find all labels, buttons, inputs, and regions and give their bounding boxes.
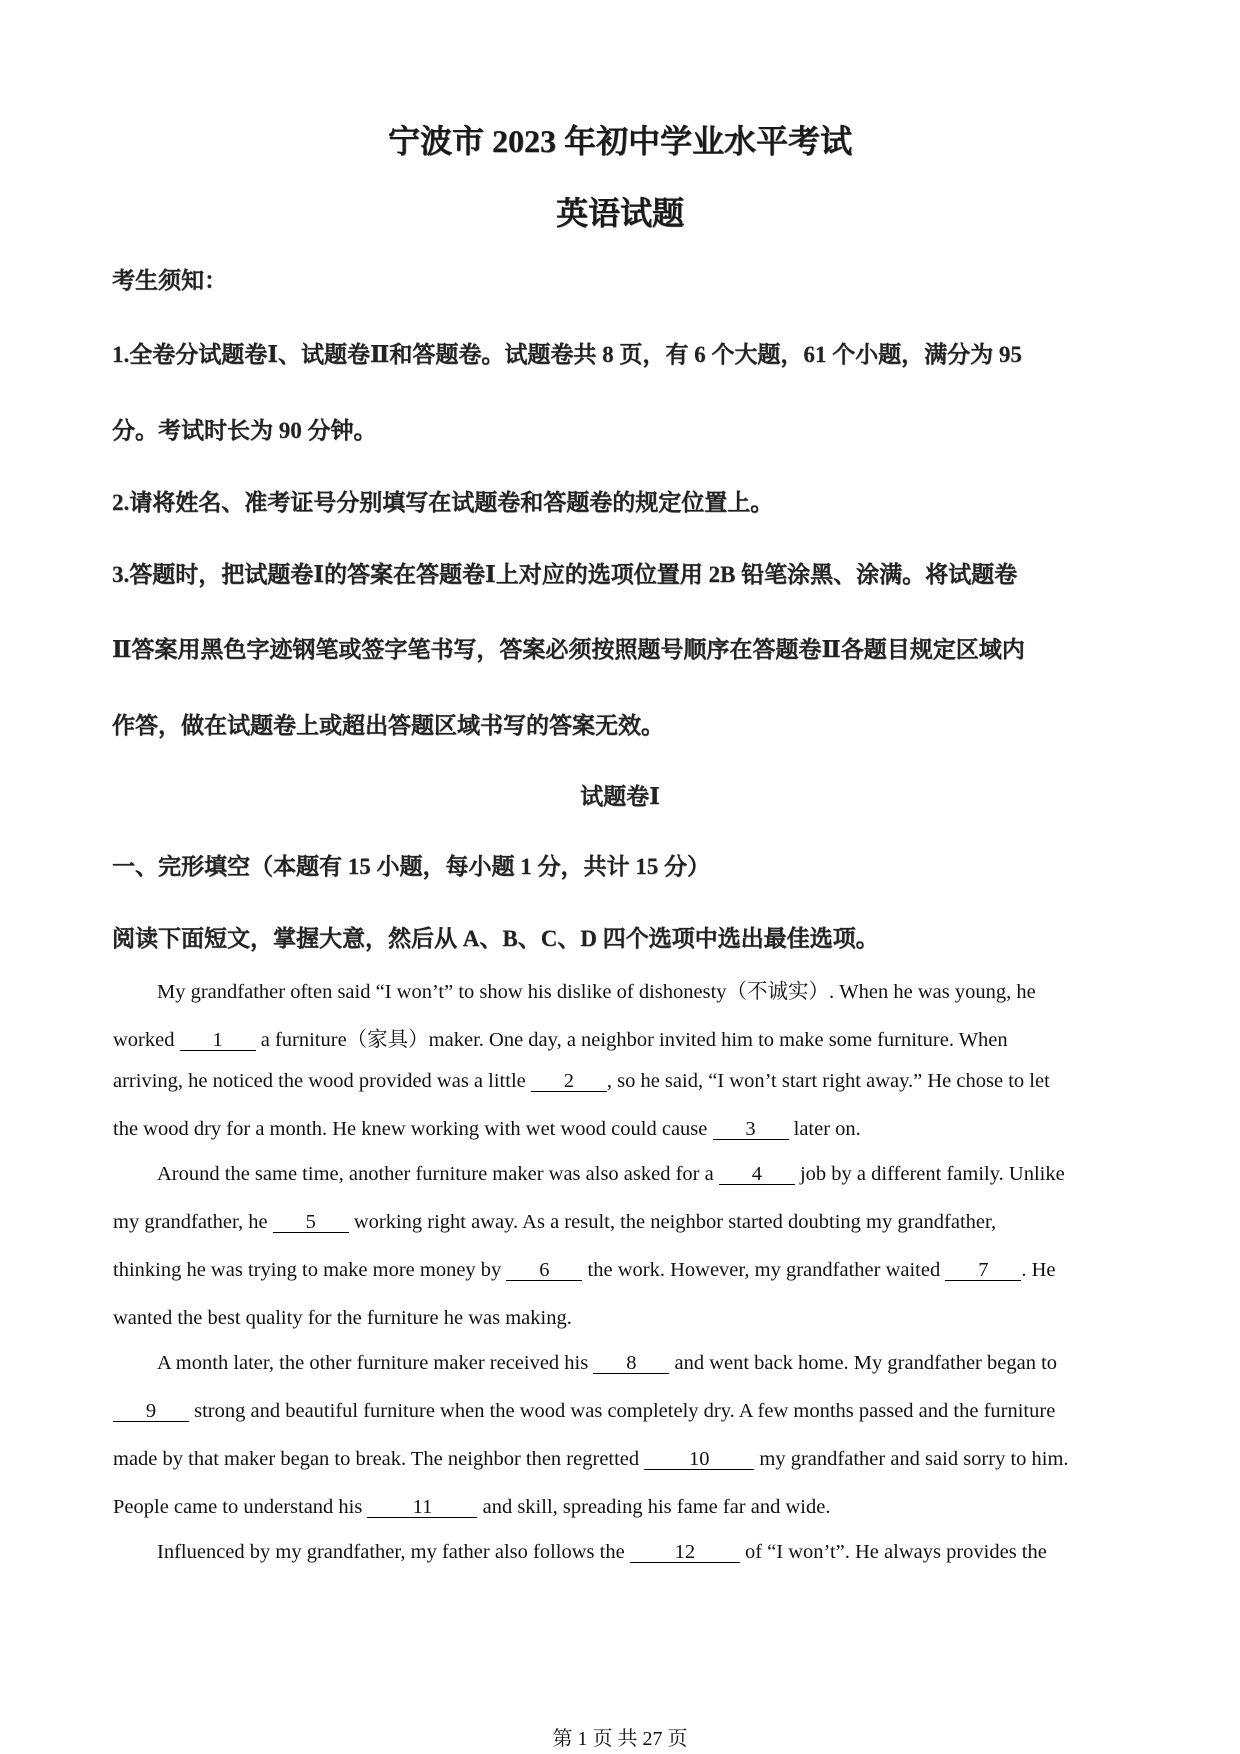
blank-11[interactable]: 11	[367, 1497, 477, 1518]
passage-line	[113, 1448, 1069, 1471]
passage-text: Influenced by my grandfather, my father also follows the	[157, 1541, 630, 1563]
passage-text: later on.	[788, 1118, 861, 1140]
passage-text: worked	[113, 1029, 180, 1051]
notice-item-1-line-2: 分。考试时长为 90 分钟。	[112, 418, 377, 443]
exam-subtitle: 英语试题	[555, 195, 684, 231]
passage-line	[113, 1211, 996, 1234]
passage-line	[157, 1163, 1065, 1186]
exam-title: 宁波市 2023 年初中学业水平考试	[387, 123, 852, 159]
passage-line	[113, 1118, 861, 1141]
blank-7[interactable]: 7	[945, 1260, 1021, 1281]
passage-text: arriving, he noticed the wood provided was a little	[113, 1070, 531, 1092]
passage-text: my grandfather, he	[113, 1211, 273, 1233]
part-instruction: 阅读下面短文，掌握大意，然后从 A、B、C、D 四个选项中选出最佳选项。	[112, 926, 879, 951]
blank-9[interactable]: 9	[113, 1401, 189, 1422]
passage-text: and skill, spreading his fame far and wide.	[477, 1496, 831, 1518]
page-number: 第 1 页 共 27 页	[552, 1728, 688, 1750]
passage-line	[113, 1496, 830, 1519]
passage-text: job by a different family. Unlike	[794, 1163, 1065, 1185]
blank-4[interactable]: 4	[719, 1164, 795, 1185]
passage-line	[157, 1541, 1047, 1564]
passage-text: the wood dry for a month. He knew working with wet wood could cause	[113, 1118, 713, 1140]
blank-1[interactable]: 1	[180, 1030, 256, 1051]
passage-text: My grandfather often said “I won’t” to show his dislike of dishonesty（不诚实）. When he was young, he	[157, 981, 1036, 1003]
passage-line	[113, 1400, 1055, 1423]
passage-text: thinking he was trying to make more money by	[113, 1259, 507, 1281]
passage-text: the work. However, my grandfather waited	[582, 1259, 946, 1281]
blank-3[interactable]: 3	[713, 1119, 789, 1140]
notice-item-3-line-1: 3.答题时，把试题卷Ⅰ的答案在答题卷Ⅰ上对应的选项位置用 2B 铅笔涂黑、涂满。将试题卷	[112, 562, 1018, 587]
blank-5[interactable]: 5	[273, 1212, 349, 1233]
blank-6[interactable]: 6	[506, 1260, 582, 1281]
passage-line	[113, 1070, 1050, 1093]
passage-text: and went back home. My grandfather began to	[669, 1352, 1058, 1374]
passage-text: wanted the best quality for the furniture he was making.	[113, 1307, 572, 1329]
part-title: 一、完形填空（本题有 15 小题，每小题 1 分，共计 15 分）	[112, 854, 710, 879]
notice-item-3-line-3: 作答，做在试题卷上或超出答题区域书写的答案无效。	[112, 713, 664, 738]
passage-text: my grandfather and said sorry to him.	[754, 1448, 1069, 1470]
passage-line	[113, 1022, 1008, 1052]
blank-10[interactable]: 10	[644, 1449, 754, 1470]
passage-text: strong and beautiful furniture when the wood was completely dry. A few months passed and the furniture	[189, 1400, 1056, 1422]
passage-text: People came to understand his	[113, 1496, 368, 1518]
passage-text: working right away. As a result, the neighbor started doubting my grandfather,	[348, 1211, 997, 1233]
blank-8[interactable]: 8	[593, 1353, 669, 1374]
passage-text: of “I won’t”. He always provides the	[739, 1541, 1047, 1563]
passage-line	[113, 1307, 572, 1330]
notice-item-1-line-1: 1.全卷分试题卷Ⅰ、试题卷Ⅱ和答题卷。试题卷共 8 页，有 6 个大题，61 个小题，满分为 95	[112, 342, 1022, 367]
blank-2[interactable]: 2	[531, 1071, 607, 1092]
notice-item-2-line-1: 2.请将姓名、准考证号分别填写在试题卷和答题卷的规定位置上。	[112, 490, 774, 515]
passage-line	[113, 1259, 1056, 1282]
passage-text: Around the same time, another furniture maker was also asked for a	[157, 1163, 719, 1185]
blank-12[interactable]: 12	[630, 1542, 740, 1563]
passage-text: . He	[1021, 1259, 1056, 1281]
passage-line	[157, 1352, 1057, 1375]
notice-item-3-line-2: Ⅱ答案用黑色字迹钢笔或签字笔书写，答案必须按照题号顺序在答题卷Ⅱ各题目规定区域内	[112, 637, 1025, 662]
passage-line	[157, 974, 1036, 1004]
paper-label: 试题卷Ⅰ	[580, 784, 660, 809]
passage-text: A month later, the other furniture maker received his	[157, 1352, 594, 1374]
passage-text: made by that maker began to break. The neighbor then regretted	[113, 1448, 645, 1470]
notice-heading: 考生须知：	[112, 268, 227, 293]
passage-text: a furniture（家具）maker. One day, a neighbor invited him to make some furniture. When	[255, 1029, 1008, 1051]
passage-text: , so he said, “I won’t start right away.” He chose to let	[606, 1070, 1050, 1092]
